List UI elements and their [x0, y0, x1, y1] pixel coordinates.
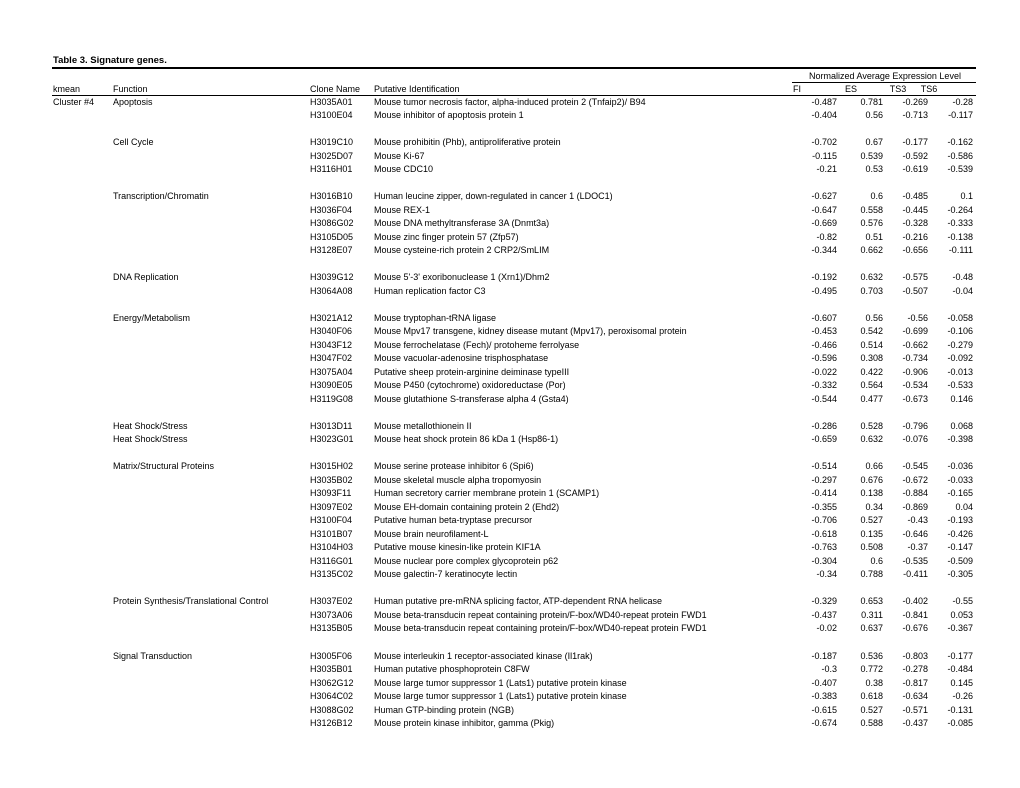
cell-id: Mouse beta-transducin repeat containing protein/F-box/WD40-repeat protein FWD1 [374, 623, 707, 633]
cell-es: 0.56 [865, 313, 883, 323]
cell-clone: H3035A01 [310, 97, 353, 107]
cell-ts3: -0.672 [902, 475, 928, 485]
cell-ts6: -0.013 [947, 367, 973, 377]
cell-ts6: 0.053 [950, 610, 973, 620]
cell-ts6: -0.367 [947, 623, 973, 633]
cell-id: Human GTP-binding protein (NGB) [374, 705, 515, 715]
cell-es: 0.528 [860, 421, 883, 431]
cell-es: 0.637 [860, 623, 883, 633]
cell-function: Transcription/Chromatin [113, 191, 209, 201]
cell-clone: H3037E02 [310, 596, 353, 606]
cell-es: 0.508 [860, 542, 883, 552]
cell-fi: -0.304 [811, 556, 837, 566]
cell-clone: H3013D11 [310, 421, 353, 431]
cell-ts6: 0.145 [950, 678, 973, 688]
cell-es: 0.542 [860, 326, 883, 336]
cell-es: 0.527 [860, 705, 883, 715]
cell-clone: H3093F11 [310, 488, 352, 498]
cell-clone: H3075A04 [310, 367, 353, 377]
cell-fi: -0.453 [811, 326, 837, 336]
cell-fi: -0.674 [811, 718, 837, 728]
cell-ts3: -0.534 [902, 380, 928, 390]
cell-es: 0.514 [860, 340, 883, 350]
cell-es: 0.38 [865, 678, 883, 688]
cell-ts3: -0.713 [902, 110, 928, 120]
cell-fi: -0.21 [816, 164, 837, 174]
cell-fi: -0.627 [811, 191, 837, 201]
cell-ts3: -0.676 [902, 623, 928, 633]
cell-id: Mouse DNA methyltransferase 3A (Dnmt3a) [374, 218, 550, 228]
cell-fi: -0.466 [811, 340, 837, 350]
cell-clone: H3086G02 [310, 218, 354, 228]
cell-es: 0.138 [860, 488, 883, 498]
cell-fi: -0.437 [811, 610, 837, 620]
cell-id: Human putative pre-mRNA splicing factor, ATP-dependent RNA helicase [374, 596, 662, 606]
cell-ts6: -0.55 [952, 596, 973, 606]
cell-ts3: -0.817 [902, 678, 928, 688]
col-header-putative-identification: Putative Identification [374, 84, 460, 94]
cell-es: 0.135 [860, 529, 883, 539]
cell-fi: -0.187 [811, 651, 837, 661]
cell-id: Mouse tumor necrosis factor, alpha-induced protein 2 (Tnfaip2)/ B94 [374, 97, 646, 107]
cell-fi: -0.192 [811, 272, 837, 282]
col-header-ts3: TS3 [889, 84, 907, 94]
cell-id: Putative mouse kinesin-like protein KIF1A [374, 542, 541, 552]
cell-ts6: -0.279 [947, 340, 973, 350]
cell-ts3: -0.646 [902, 529, 928, 539]
cell-ts6: -0.398 [947, 434, 973, 444]
cell-clone: H3135C02 [310, 569, 354, 579]
cell-ts6: -0.28 [952, 97, 973, 107]
cell-es: 0.618 [860, 691, 883, 701]
cell-ts6: -0.138 [947, 232, 973, 242]
header-rule [52, 95, 976, 96]
cell-fi: -0.763 [811, 542, 837, 552]
cell-ts3: -0.841 [902, 610, 928, 620]
cell-ts3: -0.445 [902, 205, 928, 215]
cell-id: Mouse prohibitin (Phb), antiproliferative protein [374, 137, 561, 147]
cell-ts6: -0.058 [947, 313, 973, 323]
cell-ts3: -0.37 [907, 542, 928, 552]
cell-function: Protein Synthesis/Translational Control [113, 596, 269, 606]
cell-id: Mouse CDC10 [374, 164, 434, 174]
cell-id: Mouse interleukin 1 receptor-associated kinase (Il1rak) [374, 651, 593, 661]
cell-ts3: -0.411 [903, 569, 928, 579]
cell-fi: -0.404 [811, 110, 837, 120]
cell-ts3: -0.545 [902, 461, 928, 471]
cell-ts3: -0.269 [902, 97, 928, 107]
cell-id: Mouse heat shock protein 86 kDa 1 (Hsp86-1) [374, 434, 559, 444]
cell-es: 0.662 [860, 245, 883, 255]
cell-ts3: -0.796 [902, 421, 928, 431]
cell-es: 0.67 [865, 137, 883, 147]
cell-id: Mouse Mpv17 transgene, kidney disease mutant (Mpv17), peroxisomal protein [374, 326, 687, 336]
cell-clone: H3036F04 [310, 205, 353, 215]
cell-fi: -0.615 [811, 705, 837, 715]
cell-clone: H3025D07 [310, 151, 354, 161]
cell-function: Heat Shock/Stress [113, 434, 188, 444]
cell-clone: H3119G08 [310, 394, 353, 404]
cell-ts3: -0.535 [902, 556, 928, 566]
cell-clone: H3064A08 [310, 286, 353, 296]
cell-fi: -0.34 [816, 569, 837, 579]
cell-fi: -0.647 [811, 205, 837, 215]
cell-function: Signal Transduction [113, 651, 193, 661]
cell-clone: H3135B05 [310, 623, 353, 633]
cell-clone: H3035B01 [310, 664, 353, 674]
cell-clone: H3090E05 [310, 380, 353, 390]
cell-fi: -0.02 [816, 623, 837, 633]
cell-es: 0.66 [865, 461, 883, 471]
cell-clone: H3040F06 [310, 326, 353, 336]
cell-es: 0.703 [860, 286, 883, 296]
cell-fi: -0.344 [811, 245, 837, 255]
cell-id: Mouse P450 (cytochrome) oxidoreductase (Por) [374, 380, 566, 390]
cell-id: Putative human beta-tryptase precursor [374, 515, 533, 525]
cell-clone: H3047F02 [310, 353, 353, 363]
cell-ts6: -0.264 [947, 205, 973, 215]
cell-clone: H3043F12 [310, 340, 353, 350]
cell-fi: -0.286 [811, 421, 837, 431]
cell-ts6: -0.04 [952, 286, 973, 296]
cell-fi: -0.407 [811, 678, 837, 688]
table-title: Table 3. Signature genes. [53, 55, 167, 66]
cell-ts3: -0.216 [902, 232, 928, 242]
cell-ts3: -0.734 [902, 353, 928, 363]
cell-ts6: -0.162 [947, 137, 973, 147]
cell-ts6: -0.131 [947, 705, 973, 715]
cell-es: 0.632 [860, 434, 883, 444]
cell-fi: -0.596 [811, 353, 837, 363]
cell-fi: -0.297 [811, 475, 837, 485]
cell-ts6: -0.106 [947, 326, 973, 336]
cell-id: Mouse cysteine-rich protein 2 CRP2/SmLIM [374, 245, 550, 255]
cell-id: Mouse protein kinase inhibitor, gamma (Pkig) [374, 718, 555, 728]
cell-id: Mouse metallothionein II [374, 421, 472, 431]
cell-id: Mouse brain neurofilament-L [374, 529, 489, 539]
cell-ts6: -0.586 [947, 151, 973, 161]
cell-es: 0.477 [860, 394, 883, 404]
cell-ts3: -0.575 [902, 272, 928, 282]
cell-clone: H3104H03 [310, 542, 354, 552]
cell-function: DNA Replication [113, 272, 179, 282]
cell-id: Human replication factor C3 [374, 286, 486, 296]
cell-fi: -0.332 [811, 380, 837, 390]
cell-function: Heat Shock/Stress [113, 421, 188, 431]
cell-function: Energy/Metabolism [113, 313, 191, 323]
cell-es: 0.564 [860, 380, 883, 390]
cell-ts3: -0.177 [902, 137, 928, 147]
cell-es: 0.51 [865, 232, 883, 242]
cell-ts3: -0.673 [902, 394, 928, 404]
cell-clone: H3039G12 [310, 272, 354, 282]
cell-id: Mouse Ki-67 [374, 151, 425, 161]
cell-ts3: -0.56 [907, 313, 928, 323]
cell-ts3: -0.592 [902, 151, 928, 161]
cell-fi: -0.414 [811, 488, 837, 498]
cell-es: 0.422 [860, 367, 883, 377]
cell-es: 0.781 [860, 97, 883, 107]
cell-ts3: -0.402 [902, 596, 928, 606]
cell-clone: H3105D05 [310, 232, 354, 242]
cell-id: Mouse tryptophan-tRNA ligase [374, 313, 497, 323]
cell-id: Mouse 5'-3' exoribonuclease 1 (Xrn1)/Dhm2 [374, 272, 550, 282]
cell-ts3: -0.507 [902, 286, 928, 296]
cell-id: Mouse EH-domain containing protein 2 (Ehd2) [374, 502, 560, 512]
cell-ts6: 0.146 [950, 394, 973, 404]
cell-function: Matrix/Structural Proteins [113, 461, 215, 471]
col-header-kmean: kmean [53, 84, 81, 94]
cell-id: Mouse nuclear pore complex glycoprotein p62 [374, 556, 559, 566]
cell-fi: -0.355 [811, 502, 837, 512]
cell-clone: H3116G01 [310, 556, 353, 566]
cell-fi: -0.022 [811, 367, 837, 377]
cell-fi: -0.607 [811, 313, 837, 323]
cell-clone: H3021A12 [310, 313, 353, 323]
cell-fi: -0.383 [811, 691, 837, 701]
cell-ts3: -0.571 [902, 705, 928, 715]
cell-clone: H3100F04 [310, 515, 353, 525]
cell-fi: -0.487 [811, 97, 837, 107]
cell-ts3: -0.328 [902, 218, 928, 228]
cell-clone: H3126B12 [310, 718, 353, 728]
cell-ts6: -0.033 [947, 475, 973, 485]
cell-es: 0.6 [870, 556, 883, 566]
cell-id: Mouse galectin-7 keratinocyte lectin [374, 569, 518, 579]
cell-es: 0.539 [860, 151, 883, 161]
cell-ts6: -0.092 [947, 353, 973, 363]
cell-ts6: -0.036 [947, 461, 973, 471]
cell-fi: -0.706 [811, 515, 837, 525]
cell-es: 0.576 [860, 218, 883, 228]
cell-ts6: -0.484 [947, 664, 973, 674]
cell-clone: H3019C10 [310, 137, 354, 147]
cell-clone: H3023G01 [310, 434, 354, 444]
cell-es: 0.527 [860, 515, 883, 525]
cell-clone: H3016B10 [310, 191, 353, 201]
cell-id: Human putative phosphoprotein C8FW [374, 664, 530, 674]
cell-fi: -0.82 [816, 232, 837, 242]
cell-ts6: 0.1 [960, 191, 973, 201]
cell-fi: -0.618 [811, 529, 837, 539]
cell-fi: -0.702 [811, 137, 837, 147]
cell-id: Mouse skeletal muscle alpha tropomyosin [374, 475, 542, 485]
cell-es: 0.772 [860, 664, 883, 674]
cell-ts6: 0.068 [950, 421, 973, 431]
cell-ts3: -0.869 [902, 502, 928, 512]
cell-ts6: -0.177 [947, 651, 973, 661]
cell-ts3: -0.906 [902, 367, 928, 377]
cell-fi: -0.3 [821, 664, 837, 674]
cell-fi: -0.659 [811, 434, 837, 444]
cell-ts3: -0.656 [902, 245, 928, 255]
cell-kmean: Cluster #4 [53, 97, 95, 107]
cell-ts6: -0.533 [947, 380, 973, 390]
cell-clone: H3097E02 [310, 502, 353, 512]
cell-ts6: -0.426 [947, 529, 973, 539]
cell-id: Mouse zinc finger protein 57 (Zfp57) [374, 232, 519, 242]
cell-clone: H3005F06 [310, 651, 353, 661]
cell-clone: H3073A06 [310, 610, 353, 620]
cell-clone: H3088G02 [310, 705, 354, 715]
cell-ts6: -0.539 [947, 164, 973, 174]
cell-clone: H3101B07 [310, 529, 353, 539]
cell-ts6: -0.147 [947, 542, 973, 552]
cell-ts6: -0.193 [947, 515, 973, 525]
title-rule [52, 67, 976, 69]
cell-fi: -0.669 [811, 218, 837, 228]
cell-es: 0.536 [860, 651, 883, 661]
cell-clone: H3100E04 [310, 110, 353, 120]
cell-ts6: -0.085 [947, 718, 973, 728]
cell-es: 0.311 [861, 610, 883, 620]
cell-ts6: -0.165 [947, 488, 973, 498]
cell-ts3: -0.803 [902, 651, 928, 661]
expression-group-header: Normalized Average Expression Level [809, 71, 961, 81]
cell-ts3: -0.884 [902, 488, 928, 498]
cell-ts3: -0.619 [902, 164, 928, 174]
cell-fi: -0.495 [811, 286, 837, 296]
cell-ts3: -0.485 [902, 191, 928, 201]
cell-es: 0.558 [860, 205, 883, 215]
cell-clone: H3064C02 [310, 691, 354, 701]
cell-ts6: 0.04 [955, 502, 973, 512]
cell-id: Mouse ferrochelatase (Fech)/ protoheme ferrolyase [374, 340, 580, 350]
cell-id: Mouse vacuolar-adenosine trisphosphatase [374, 353, 549, 363]
cell-id: Mouse large tumor suppressor 1 (Lats1) putative protein kinase [374, 691, 627, 701]
cell-function: Cell Cycle [113, 137, 154, 147]
cell-id: Mouse large tumor suppressor 1 (Lats1) putative protein kinase [374, 678, 627, 688]
group-header-rule [792, 82, 976, 83]
cell-id: Mouse beta-transducin repeat containing protein/F-box/WD40-repeat protein FWD1 [374, 610, 707, 620]
cell-fi: -0.115 [812, 151, 837, 161]
cell-es: 0.632 [860, 272, 883, 282]
cell-es: 0.788 [860, 569, 883, 579]
col-header-ts6: TS6 [920, 84, 938, 94]
cell-id: Mouse serine protease inhibitor 6 (Spi6) [374, 461, 534, 471]
cell-ts6: -0.117 [948, 110, 973, 120]
col-header-es: ES [844, 84, 857, 94]
cell-id: Human leucine zipper, down-regulated in cancer 1 (LDOC1) [374, 191, 613, 201]
cell-ts6: -0.305 [947, 569, 973, 579]
cell-clone: H3035B02 [310, 475, 353, 485]
cell-es: 0.308 [860, 353, 883, 363]
cell-ts6: -0.111 [948, 245, 973, 255]
cell-fi: -0.544 [811, 394, 837, 404]
cell-ts6: -0.333 [947, 218, 973, 228]
cell-clone: H3015H02 [310, 461, 354, 471]
cell-es: 0.6 [870, 191, 883, 201]
cell-id: Human secretory carrier membrane protein 1 (SCAMP1) [374, 488, 600, 498]
cell-id: Mouse glutathione S-transferase alpha 4 (Gsta4) [374, 394, 569, 404]
cell-ts3: -0.278 [902, 664, 928, 674]
cell-id: Mouse REX-1 [374, 205, 431, 215]
col-header-function: Function [113, 84, 148, 94]
cell-id: Mouse inhibitor of apoptosis protein 1 [374, 110, 524, 120]
cell-es: 0.53 [865, 164, 883, 174]
cell-id: Putative sheep protein-arginine deiminase typeIII [374, 367, 570, 377]
cell-es: 0.653 [860, 596, 883, 606]
cell-function: Apoptosis [113, 97, 153, 107]
cell-fi: -0.329 [811, 596, 837, 606]
cell-clone: H3128E07 [310, 245, 353, 255]
col-header-clone-name: Clone Name [310, 84, 361, 94]
cell-ts3: -0.43 [907, 515, 928, 525]
cell-fi: -0.514 [811, 461, 837, 471]
cell-clone: H3062G12 [310, 678, 354, 688]
col-header-fi: FI [793, 84, 801, 94]
cell-ts3: -0.437 [902, 718, 928, 728]
cell-es: 0.676 [860, 475, 883, 485]
cell-clone: H3116H01 [310, 164, 353, 174]
cell-ts3: -0.662 [902, 340, 928, 350]
cell-es: 0.588 [860, 718, 883, 728]
cell-es: 0.56 [865, 110, 883, 120]
cell-ts3: -0.076 [902, 434, 928, 444]
cell-ts6: -0.48 [952, 272, 973, 282]
cell-ts3: -0.634 [902, 691, 928, 701]
cell-es: 0.34 [865, 502, 883, 512]
cell-ts3: -0.699 [902, 326, 928, 336]
cell-ts6: -0.26 [952, 691, 973, 701]
cell-ts6: -0.509 [947, 556, 973, 566]
